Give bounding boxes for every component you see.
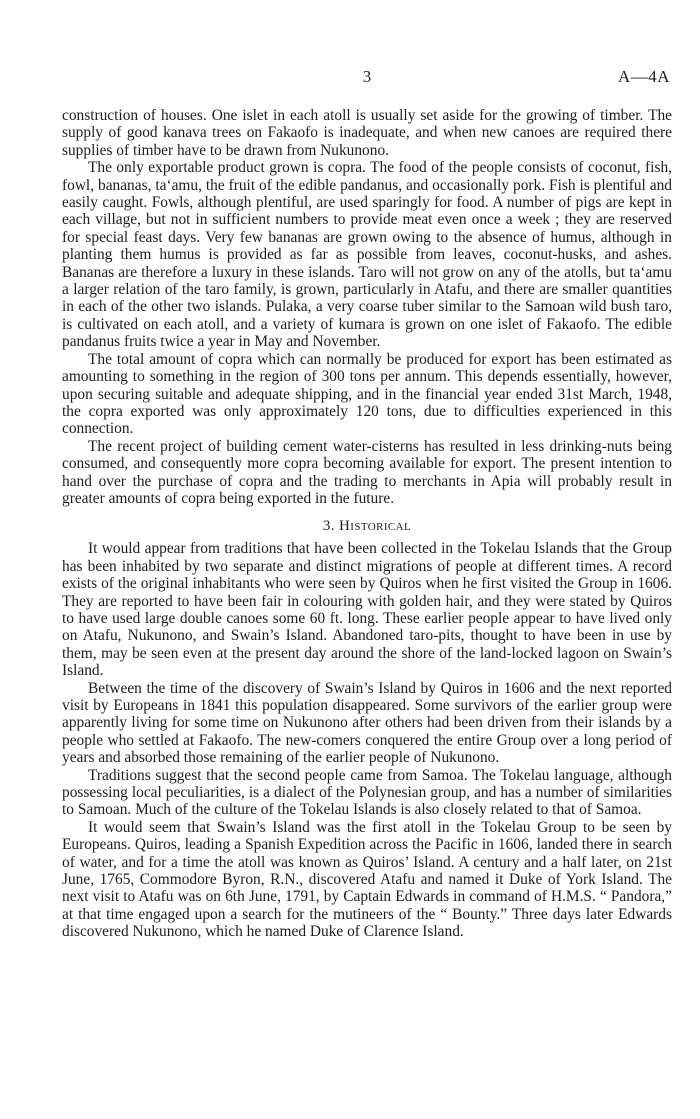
section-heading-historical: 3. Historical	[322, 518, 412, 535]
paragraph-continuation: construction of houses. One islet in each atoll is usually set aside for the growing of timber. The supply of good kanava trees on Fakaofo is inadequate, and when new canoes are required there supplies of timber have to be drawn from Nukunono.	[62, 107, 672, 159]
paragraph-copra-total: The total amount of copra which can normally be produced for export has been estimated as amounting to something in the region of 300 tons per annum. This depends essentially, however, upon securing suitable and adequate shipping, and in the financial year ended 31st March, 1948, the copra exported was only approximately 120 tons, due to difficulties experienced in this connection.	[62, 350, 672, 438]
paragraph-traditions: It would appear from traditions that have been collected in the Tokelau Islands that the Group has been inhabited by two separate and distinct migrations of people at different times. A record exists of the original inhabitants who were seen by Quiros when he first visited the Group in 1606. They are reported to have been fair in colouring with golden hair, and they were stated by Quiros to have used large double canoes some 60 ft. long. These earlier people appear to have lived only on Atafu, Nukunono, and Swain’s Island. Abandoned taro-pits, thought to have been in use by them, may be seen even at the present day around the shore of the land-locked lagoon on Swain’s Island.	[62, 540, 672, 680]
page-header	[62, 0, 672, 110]
page-number: 3	[362, 67, 372, 86]
paragraph-population: Between the time of the discovery of Swain’s Island by Quiros in 1606 and the next reported visit by Europeans in 1841 this population disappeared. Some survivors of the earlier group were apparently living for some time on Nukunono after others had been driven from their islands by a people who settled at Fakaofo. The new-comers conquered the entire Group over a long period of years and absorbed those remaining of the earlier people of Nukunono.	[62, 679, 672, 767]
document-page	[62, 0, 672, 1119]
paragraph-samoa: Traditions suggest that the second people came from Samoa. The Tokelau language, although possessing local peculiarities, is a dialect of the Polynesian group, and has a number of similarities to Samoan. Much of the culture of the Tokelau Islands is also closely related to that of Samoa.	[62, 766, 672, 819]
page-reference: A—4A	[617, 67, 670, 86]
paragraph-food: The only exportable product grown is copra. The food of the people consists of coconut, fish, fowl, bananas, ta‘amu, the fruit of the edible pandanus, and occasionally pork. Fish is plentiful and easily caught. Fowls, although plentiful, are used sparingly for food. A number of pigs are kept in each village, but not in sufficient numbers to provide meat even once a week ; they are reserved for special feast days. Very few bananas are grown owing to the absence of humus, although in planting them humus is provided as far as possible from leaves, coconut-husks, and ashes. Bananas are therefore a luxury in these islands. Taro will not grow on any of the atolls, but ta‘amu a larger relation of the taro family, is grown, particularly in Atafu, and there are smaller quantities in each of the other two islands. Pulaka, a very coarse tuber similar to the Samoan wild bush taro, is cultivated on each atoll, and a variety of kumara is grown on one islet of Fakaofo. The edible pandanus fruits twice a year in May and November.	[62, 159, 672, 351]
paragraph-discovery: It would seem that Swain’s Island was the first atoll in the Tokelau Group to be seen by Europeans. Quiros, leading a Spanish Expedition across the Pacific in 1606, landed there in search of water, and for a time the atoll was known as Quiros’ Island. A century and a half later, on 21st June, 1765, Commodore Byron, R.N., discovered Atafu and named it Duke of York Island. The next visit to Atafu was on 6th June, 1791, by Captain Edwards in command of H.M.S. “ Pandora,” at that time engaged upon a search for the mutineers of the “ Bounty.” Three days later Edwards discovered Nukunono, which he named Duke of Clarence Island.	[62, 818, 672, 941]
body-text	[62, 107, 672, 941]
paragraph-water-cisterns: The recent project of building cement water-cisterns has resulted in less drinking-nuts being consumed, and consequently more copra becoming available for export. The present intention to hand over the purchase of copra and the trading to merchants in Apia will probably result in greater amounts of copra being exported in the future.	[62, 437, 672, 507]
